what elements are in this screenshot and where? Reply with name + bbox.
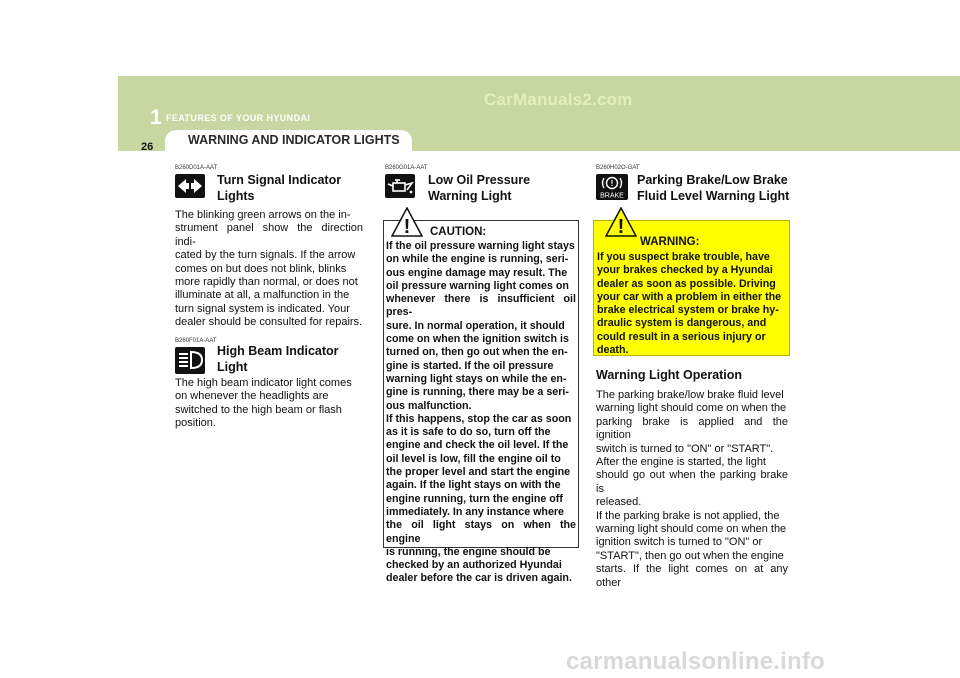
high-beam-icon — [175, 347, 205, 374]
operation-body: The parking brake/low brake fluid level warning light should come on when the parking brake is applied and the ignition switch is turned to "ON" or "START". After the engine is started, the light should go out when the parking brake is released. If the parking brake is not applied, the warning light should come on when the ignition switch is turned to "ON" or "START", then go out when the engine starts. If the light comes on at any other — [596, 389, 788, 589]
high-beam-code: B260F01A-AAT — [175, 338, 217, 344]
high-beam-body: The high beam indicator light comes on whenever the headlights are switched to the high beam or flash position. — [175, 377, 352, 430]
turn-signal-code: B260D01A-AAT — [175, 165, 218, 171]
high-beam-title: High Beam Indicator Light — [217, 344, 339, 374]
bottom-watermark[interactable]: carmanualsonline.info — [566, 648, 825, 675]
brake-title: Parking Brake/Low Brake Fluid Level Warning Light — [637, 173, 790, 203]
warning-box — [593, 216, 790, 357]
page-number: 26 — [141, 141, 154, 153]
oil-pressure-code: B260G01A-AAT — [385, 165, 428, 171]
svg-text:!: ! — [610, 179, 614, 188]
oil-can-icon — [385, 174, 415, 198]
warning-triangle-icon — [391, 207, 423, 237]
warning-triangle-icon — [605, 207, 637, 237]
turn-signal-arrows-icon — [175, 174, 205, 198]
svg-text:!: ! — [617, 216, 625, 237]
chapter-number: 1 — [150, 106, 162, 129]
brake-code: B260H02O-GAT — [596, 165, 640, 171]
svg-text:!: ! — [403, 216, 411, 237]
svg-text:BRAKE: BRAKE — [600, 192, 624, 200]
caution-box — [383, 216, 579, 585]
chapter-title: FEATURES OF YOUR HYUNDAI — [166, 113, 311, 123]
oil-pressure-title: Low Oil Pressure Warning Light — [428, 173, 531, 203]
brake-warning-icon — [596, 174, 628, 200]
turn-signal-title: Turn Signal Indicator Lights — [217, 173, 342, 203]
operation-heading: Warning Light Operation — [596, 368, 743, 382]
section-title: WARNING AND INDICATOR LIGHTS — [188, 133, 400, 147]
turn-signal-body: The blinking green arrows on the in- strument panel show the direction indi- cated by the turn signals. If the arrow comes on but does not blink, blinks more rapidly than normal, or does not illuminate at all, a malfunction in the turn signal system is indicated. Your dealer should be consulted for repairs. — [175, 209, 363, 329]
warning-text: If you suspect brake trouble, have your brakes checked by a Hyundai dealer as soon as possible. Driving your car with a problem in either the brake electrical system or brake hy- draulic system is dangerous, and could result in a serious injury or death. — [597, 251, 782, 357]
caution-heading: CAUTION: — [430, 226, 487, 238]
caution-text: If the oil pressure warning light stays on while the engine is running, seri- ous engine damage may result. The oil pressure warning light comes on whenever there is insufficient oil pres- sure. In normal operation, it should come on when the ignition switch is turned on, then go out when the en- gine is started. If the oil pressure warning light stays on while the en- gine is running, there may be a seri- ous malfunction. If this happens, stop the car as soon as it is safe to do so, turn off the engine and check the oil level. If the oil level is low, fill the engine oil to the proper level and start the engine again. If the light stays on with the engine running, turn the engine off immediately. In any instance where the oil light stays on when the engine is running, the engine should be checked by an authorized Hyundai dealer before the car is driven again. — [386, 240, 576, 585]
top-watermark[interactable]: CarManuals2.com — [484, 90, 633, 109]
warning-heading: WARNING: — [640, 236, 700, 248]
